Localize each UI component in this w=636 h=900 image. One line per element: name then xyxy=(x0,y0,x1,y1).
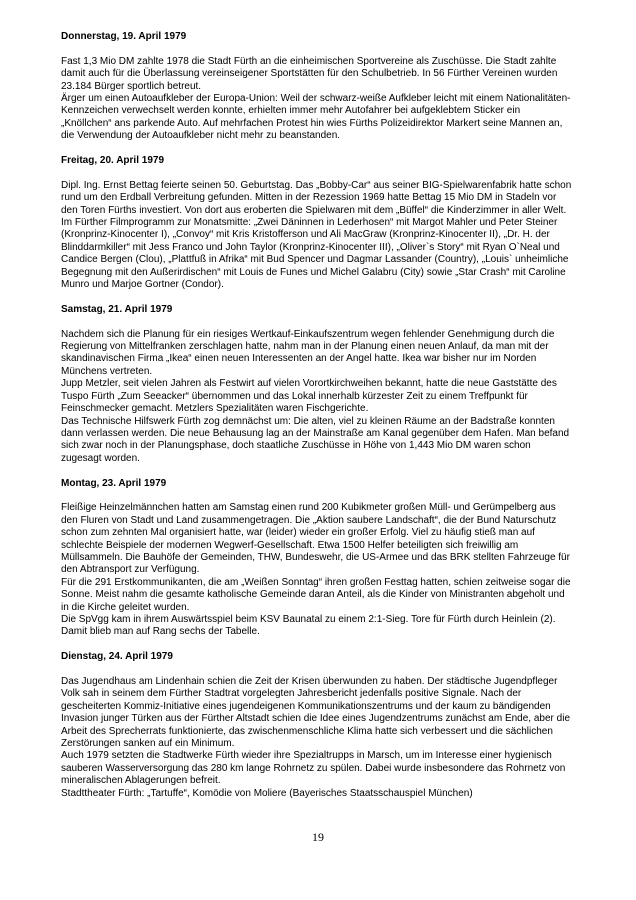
text-line: Volk sah in seinem dem Fürther Stadtrat vorgelegten Jahresbericht jedenfalls positive Signale. Nach der xyxy=(61,688,522,700)
paragraph xyxy=(61,788,601,800)
text-line: Stadttheater Fürth: „Tartuffe“, Komödie von Moliere (Bayerisches Staatsschauspiel München) xyxy=(61,787,473,799)
text-line: schon zum zehnten Mal organisiert hatte, war (leider) wieder ein großer Erfolg. Viel zu häufig stieß man auf xyxy=(61,527,535,539)
paragraph xyxy=(61,750,601,787)
text-line: Dipl. Ing. Ernst Bettag feierte seinen 50. Geburtstag. Das „Bobby-Car“ aus seiner BIG-Spielwarenfabrik hatte schon xyxy=(61,179,572,191)
text-line: Ärger um einen Autoaufkleber der Europa-Union: Weil der schwarz-weiße Aufkleber leicht mit einem Nationalitäten- xyxy=(61,93,571,105)
text-line: Nachdem sich die Planung für ein riesiges Wertkauf-Einkaufszentrum wegen fehlender Genehmigung durch die xyxy=(61,328,555,340)
text-line: skandinavischen Firma „Ikea“ einen neuen Interessenten an der Angel hatte. Ikea war bisher nur im Norden xyxy=(61,353,537,365)
diary-entry xyxy=(61,651,601,800)
text-line: den Abtransport zur Verfügung. xyxy=(61,564,200,576)
paragraph xyxy=(61,180,601,217)
text-line: Das Technische Hilfswerk Fürth zog demnächst um: Die alten, viel zu kleinen Räume an der Badstraße konnten xyxy=(61,415,555,427)
text-line: Müllsammeln. Die Bauhöfe der Gemeinden, THW, Bundeswehr, die US-Armee und das BRK stellten Fahrzeuge für xyxy=(61,551,570,563)
paragraph xyxy=(61,416,601,466)
entry-date-heading: Montag, 23. April 1979 xyxy=(61,477,167,489)
entry-date-heading: Freitag, 20. April 1979 xyxy=(61,155,165,167)
diary-entry xyxy=(61,304,601,465)
text-line: die Verwendung der Autoaufkleber nicht mehr zu beanstanden. xyxy=(61,130,341,142)
text-line: Damit blieb man auf Rang sechs der Tabelle. xyxy=(61,626,260,638)
text-line: Fleißige Heinzelmännchen hatten am Samstag einen rund 200 Kubikmeter großen Müll- und Gerümpelberg aus xyxy=(61,502,556,514)
text-line: 23.184 Bürger sportlich betreut. xyxy=(61,80,202,92)
text-line: Regierung von Mittelfranken zerschlagen hatte, nahm man in der Planung einen neuen Anlauf, da man mit der xyxy=(61,341,549,353)
text-line: Für die 291 Erstkommunikanten, die am „Weißen Sonntag“ ihren großen Festtag hatten, schien zeitweise sogar die xyxy=(61,576,571,588)
text-line: „Knöllchen“ ans parkende Auto. Auf mehrfachen Protest hin wies Fürths Polizeidirektor Markert seine Mannen an, xyxy=(61,117,563,129)
paragraph xyxy=(61,378,601,415)
text-line: Tuspo Fürth „Zum Seeacker“ übernommen und das Lokal innerhalb kürzester Zeit zu einem Treffpunkt für xyxy=(61,390,528,402)
paragraph xyxy=(61,56,601,93)
diary-entry xyxy=(61,155,601,291)
paragraph xyxy=(61,217,601,291)
text-line: zugesagt worden. xyxy=(61,452,140,464)
text-line: Sonne. Meist nahm die gesamte katholische Gemeinde daran Anteil, als die Kinder von Ministranten abgeholt und xyxy=(61,589,565,601)
text-line: den Fluren von Stadt und Land zusammengetragen. Die „Aktion saubere Landschaft“, die der Bund Naturschutz xyxy=(61,514,557,526)
text-line: Invasion junger Türken aus der Fürther Altstadt schien die Idee eines Jugendzentrums zunächst am Ende, aber die xyxy=(61,713,571,725)
text-line: Blinddarmkiller“ mit Jess Franco und John Taylor (Kronprinz-Kinocenter III), „Oliver`s Story“ mit Ryan O`Neal und xyxy=(61,241,560,253)
diary-entry xyxy=(61,478,601,639)
diary-entry xyxy=(61,31,601,143)
text-line: dann verlassen werden. Die neue Behausung lag an der Mainstraße am Kanal gegenüber dem Hafen. Man befand xyxy=(61,427,570,439)
paragraph xyxy=(61,577,601,614)
paragraph xyxy=(61,676,601,750)
text-line: Jupp Metzler, seit vielen Jahren als Festwirt auf vielen Vorortkirchweihen bekannt, hatte die neue Gaststätte des xyxy=(61,378,557,390)
text-line: Münchens vertreten. xyxy=(61,365,153,377)
text-line: Die SpVgg kam in ihrem Auswärtsspiel beim KSV Baunatal zu einem 2:1-Sieg. Tore für Fürth durch Heinlein (2). xyxy=(61,613,556,625)
text-line: Das Jugendhaus am Lindenhain schien die Zeit der Krisen überwunden zu haben. Der städtische Jugendpfleger xyxy=(61,675,558,687)
entry-date-heading: Samstag, 21. April 1979 xyxy=(61,303,173,315)
paragraph xyxy=(61,502,601,576)
entry-date-heading: Dienstag, 24. April 1979 xyxy=(61,651,173,663)
text-line: gescheiterten Kommiz-Initiative eines jugendeigenen Kommunikationszentrums und der kaum zu bändigenden xyxy=(61,700,551,712)
text-line: den Toren Fürths investiert. Von dort aus eroberten die Spielwaren mit dem „Büffel“ die Kinderzimmer in aller Welt. xyxy=(61,204,567,216)
text-line: damit auch für die Überlassung vereinseigener Sportstätten für den Schulbetrieb. In 56 Fürther Vereinen wurden xyxy=(61,68,558,80)
paragraph xyxy=(61,614,601,639)
text-line: Arbeit des Sprecherrats funktionierte, das zwischenmenschliche Klima hatte sich verbessert und die sächlichen xyxy=(61,725,553,737)
text-line: Candice Bergen (Clou), „Plattfuß in Afrika“ mit Bud Spencer und Dagmar Lassander (Country), „Louis` unheimliche xyxy=(61,254,569,266)
text-line: Fast 1,3 Mio DM zahlte 1978 die Stadt Fürth an die einheimischen Sportvereine als Zuschüsse. Die Stadt zahlte xyxy=(61,55,557,67)
paragraph xyxy=(61,93,601,143)
document-page xyxy=(61,31,601,812)
text-line: (Kronprinz-Kinocenter I), „Convoy“ mit Kris Kristofferson und Ali MacGraw (Kronprinz-Kinocenter II), „Dr. H. der xyxy=(61,229,550,241)
text-line: rund um den Erdball Verbreitung gefunden. Mitten in der Rezession 1969 hatte Bettag 15 Mio DM in Stadeln vor xyxy=(61,192,557,204)
text-line: Munro und Marjoe Gortner (Condor). xyxy=(61,279,224,291)
text-line: Feinschmecker gemacht. Metzlers Spezialitäten waren Fischgerichte. xyxy=(61,403,369,415)
text-line: Zerstörungen sanken auf ein Minimum. xyxy=(61,738,235,750)
text-line: schlechte Beispiele der modernen Wegwerf-Gesellschaft. Etwa 1500 Helfer beteiligten sich freiwillig am xyxy=(61,539,519,551)
entry-date-heading: Donnerstag, 19. April 1979 xyxy=(61,31,187,42)
paragraph xyxy=(61,329,601,379)
text-line: Auch 1979 setzten die Stadtwerke Fürth wieder ihre Spezialtrupps in Marsch, um im Interesse einer hygienisch xyxy=(61,750,552,762)
page-number: 19 xyxy=(312,830,324,844)
text-line: in die Kirche geleitet wurden. xyxy=(61,601,190,613)
text-line: sauberen Wasserversorgung das 280 km lange Rohrnetz zu spülen. Dabei wurde insbesondere das Rohrnetz von xyxy=(61,762,566,774)
text-line: sich zwar noch in der Planungsphase, doch staatliche Zuschüsse in Höhe von 1,443 Mio DM waren schon xyxy=(61,440,531,452)
text-line: Im Fürther Filmprogramm zur Monatsmitte: „Zwei Däninnen in Lederhosen“ mit Margot Mahler und Peter Steiner xyxy=(61,217,558,229)
text-line: Begegnung mit den Außerirdischen“ mit Louis de Funes und Michel Galabru (City) sowie „Star Crash“ mit Caroline xyxy=(61,266,566,278)
text-line: Kennzeichen verwechselt werden konnte, erhielten immer mehr Autofahrer bei aufgeklebtem Sticker ein xyxy=(61,105,521,117)
text-line: mineralischen Ablagerungen befreit. xyxy=(61,775,221,787)
